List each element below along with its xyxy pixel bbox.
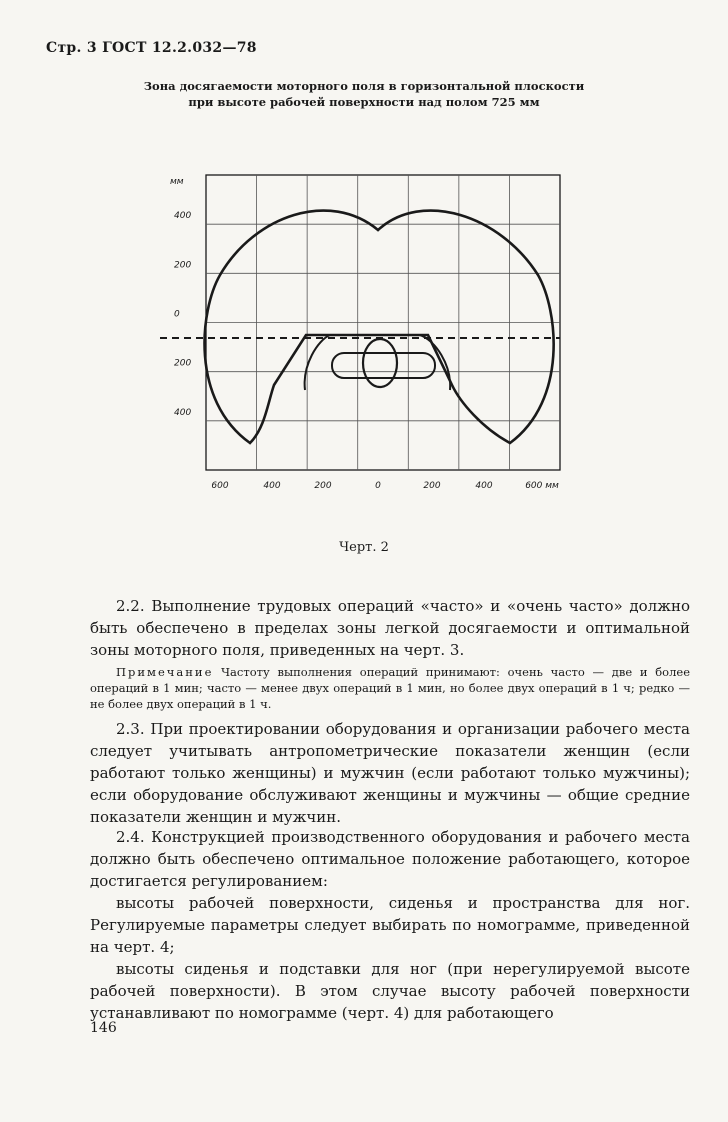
x-tick-label: 200 — [423, 481, 441, 490]
paragraph-2-4-b: высоты сиденья и подставки для ног (при нерегулируемой высоте рабочей поверхности). В этом случае высоту рабочей поверхности устанавливают по номограмме (черт. 4) для работающего — [90, 960, 690, 1022]
x-tick-label: 600 — [211, 481, 229, 490]
paragraph-2-4: 2.4. Конструкцией производственного оборудования и рабочего места должно быть обеспечено оптимальное положение работающего, которое достигается регулированием: — [90, 828, 690, 890]
y-unit-label: мм — [170, 177, 184, 187]
x-tick-label: 600 мм — [525, 481, 559, 490]
page-header: Стр. 3 ГОСТ 12.2.032—78 — [46, 40, 257, 56]
central-oval — [363, 339, 397, 387]
x-tick-label: 400 — [263, 481, 281, 490]
y-tick-label: 400 — [174, 211, 192, 222]
figure-title-line1: Зона досягаемости моторного поля в горизонтальной плоскости — [143, 79, 585, 93]
x-tick-label: 200 — [314, 481, 332, 490]
y-tick-label: 400 — [174, 407, 192, 418]
reach-zone-diagram — [160, 170, 580, 490]
figure-title-line2: при высоте рабочей поверхности над полом 725 мм — [188, 95, 540, 109]
x-tick-label: 0 — [375, 481, 381, 490]
paragraph-2-3: 2.3. При проектировании оборудования и организации рабочего места следует учитывать антропометрические показатели женщин (если работают только женщины) и мужчин (если работают только мужчины); если оборудование обслуживают женщины и мужчины — общие средние показатели женщин и мужчин. — [90, 720, 690, 826]
page-number: 146 — [90, 1020, 117, 1036]
y-tick-label: 200 — [174, 260, 192, 271]
y-tick-label: 200 — [174, 358, 192, 369]
diagram-grid — [206, 175, 560, 470]
inner-zone-contour — [305, 335, 451, 390]
x-tick-label: 400 — [475, 481, 493, 490]
paragraph-2-2: 2.2. Выполнение трудовых операций «часто» и «очень часто» должно быть обеспечено в пределах зоны легкой досягаемости и оптимальной зоны моторного поля, приведенных на черт. 3. — [90, 597, 690, 659]
optimal-band — [332, 353, 435, 378]
paragraph-2-4-a: высоты рабочей поверхности, сиденья и пространства для ног. Регулируемые параметры следует выбирать по номограмме, приведенной на черт. 4; — [90, 894, 690, 956]
y-tick-label: 0 — [174, 309, 180, 320]
note: Примечание Частоту выполнения операций принимают: очень часто — две и более операций в 1 мин; часто — менее двух операций в 1 мин, но более двух операций в 1 ч; редко — не более двух операций в 1 ч. — [90, 665, 691, 711]
figure-caption: Черт. 2 — [339, 540, 389, 555]
